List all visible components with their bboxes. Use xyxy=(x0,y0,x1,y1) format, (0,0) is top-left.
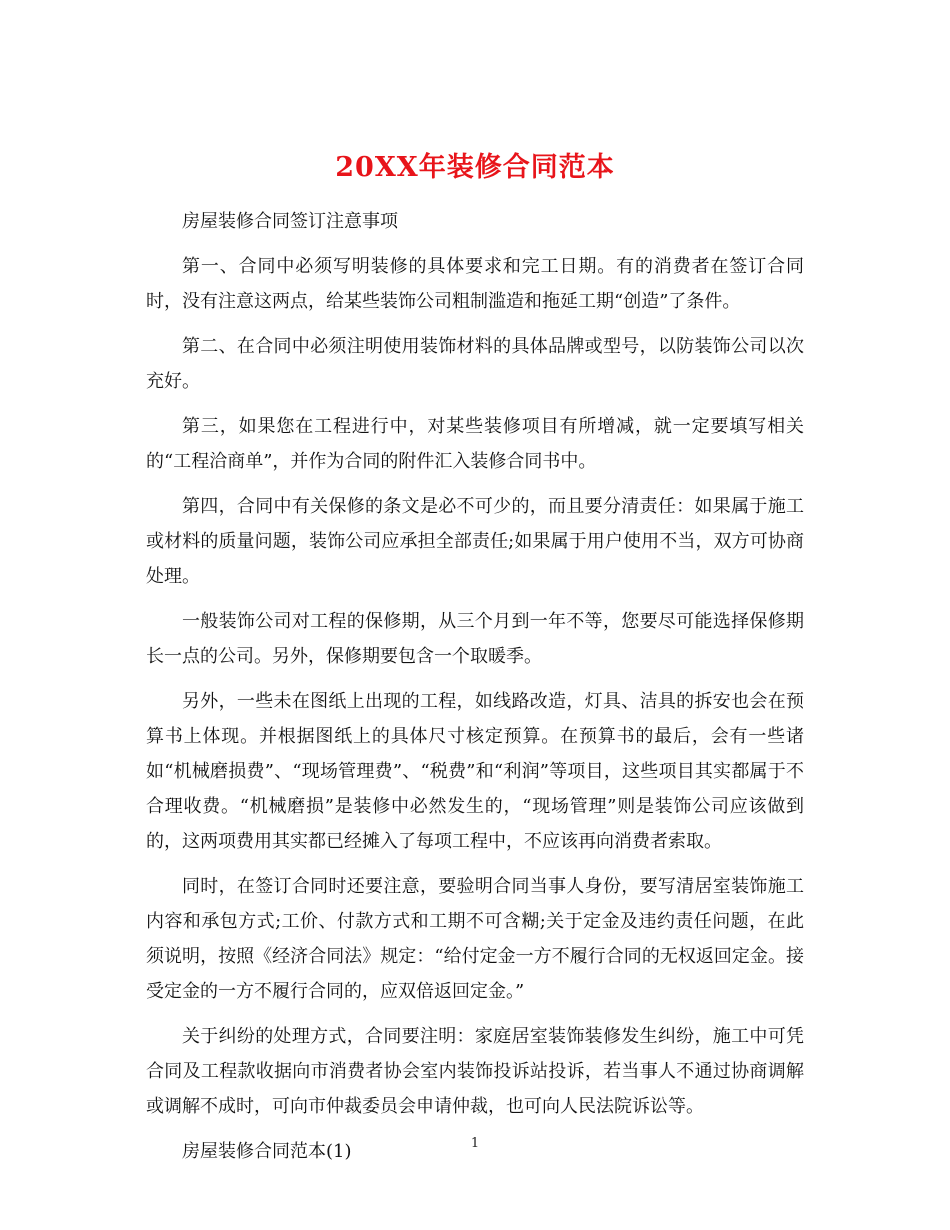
document-body xyxy=(146,204,804,1179)
paragraph-fourth-point: 第四，合同中有关保修的条文是必不可少的，而且要分清责任：如果属于施工或材料的质量问题，装饰公司应承担全部责任;如果属于用户使用不当，双方可协商处理。 xyxy=(146,496,804,587)
section-heading-template: 房屋装修合同范本(1) xyxy=(182,1141,352,1162)
paragraph-contract-signing: 同时，在签订合同时还要注意，要验明合同当事人身份，要写清居室装饰施工内容和承包方式;工价、付款方式和工期不可含糊;关于定金及违约责任问题，在此须说明，按照《经济合同法》规定：“给付定金一方不履行合同的无权返回定金。接受定金的一方不履行合同的，应双倍返回定金。” xyxy=(146,876,804,1002)
paragraph-budget-items: 另外，一些未在图纸上出现的工程，如线路改造，灯具、洁具的拆安也会在预算书上体现。并根据图纸上的具体尺寸核定预算。在预算书的最后，会有一些诸如“机械磨损费”、“现场管理费”、“税费”和“利润”等项目，这些项目其实都属于不合理收费。“机械磨损”是装修中必然发生的，“现场管理”则是装饰公司应该做到的，这两项费用其实都已经摊入了每项工程中，不应该再向消费者索取。 xyxy=(146,691,804,852)
page-number: 1 xyxy=(470,1136,480,1151)
document-title: 20XX年装修合同范本 xyxy=(335,152,615,184)
section-heading-notes: 房屋装修合同签订注意事项 xyxy=(182,211,398,232)
paragraph-second-point: 第二、在合同中必须注明使用装饰材料的具体品牌或型号，以防装饰公司以次充好。 xyxy=(146,336,804,392)
paragraph-dispute-resolution: 关于纠纷的处理方式，合同要注明：家庭居室装饰装修发生纠纷，施工中可凭合同及工程款收据向市消费者协会室内装饰投诉站投诉，若当事人不通过协商调解或调解不成时，可向市仲裁委员会申请仲裁，也可向人民法院诉讼等。 xyxy=(146,1026,804,1117)
paragraph-warranty-period: 一般装饰公司对工程的保修期，从三个月到一年不等，您要尽可能选择保修期长一点的公司。另外，保修期要包含一个取暖季。 xyxy=(146,611,804,667)
paragraph-first-point: 第一、合同中必须写明装修的具体要求和完工日期。有的消费者在签订合同时，没有注意这两点，给某些装饰公司粗制滥造和拖延工期“创造”了条件。 xyxy=(146,256,804,312)
paragraph-third-point: 第三，如果您在工程进行中，对某些装修项目有所增减，就一定要填写相关的“工程洽商单”，并作为合同的附件汇入装修合同书中。 xyxy=(146,416,804,472)
